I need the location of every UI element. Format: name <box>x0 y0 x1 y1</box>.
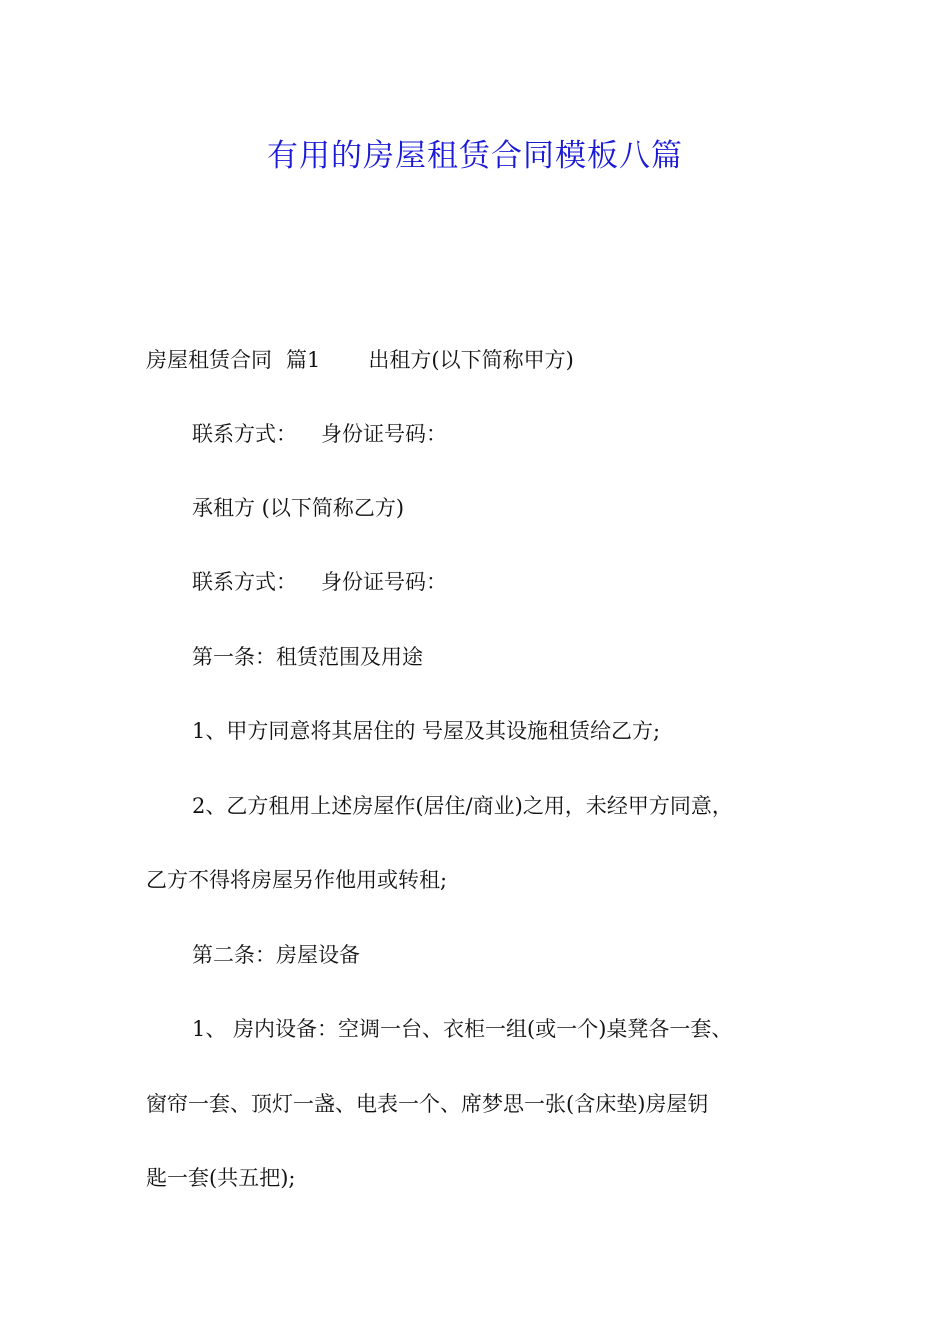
article-one-item-1: 1、甲方同意将其居住的 号屋及其设施租赁给乙方; <box>192 719 661 743</box>
chapter-number: 篇1 <box>286 348 321 372</box>
lessee-contact-line <box>192 568 447 596</box>
lessor-label: 出租方(以下简称甲方) <box>368 348 574 372</box>
article-two-item-1: 1、 房内设备：空调一台、衣柜一组(或一个)桌凳各一套、 <box>192 1017 733 1041</box>
article-two-item-1-end: 匙一套(共五把); <box>146 1166 296 1190</box>
contact-label: 联系方式： <box>192 570 297 594</box>
article-two-heading: 第二条：房屋设备 <box>192 943 360 967</box>
article-one-heading: 第一条：租赁范围及用途 <box>192 645 423 669</box>
article-two-item-1-continued: 窗帘一套、顶灯一盏、电表一个、席梦思一张(含床垫)房屋钥 <box>146 1092 709 1116</box>
id-number-label: 身份证号码： <box>321 570 447 594</box>
article-one-item-2-continued: 乙方不得将房屋另作他用或转租; <box>146 868 448 892</box>
contact-label: 联系方式： <box>192 422 297 446</box>
lessee-label: 承租方 (以下简称乙方) <box>192 496 405 520</box>
contract-heading-line <box>146 346 574 374</box>
lessor-contact-line <box>192 420 447 448</box>
article-one-item-2: 2、乙方租用上述房屋作(居住/商业)之用，未经甲方同意， <box>192 794 733 818</box>
contract-name: 房屋租赁合同 <box>146 348 272 372</box>
document-title: 有用的房屋租赁合同模板八篇 <box>267 138 683 174</box>
id-number-label: 身份证号码： <box>321 422 447 446</box>
